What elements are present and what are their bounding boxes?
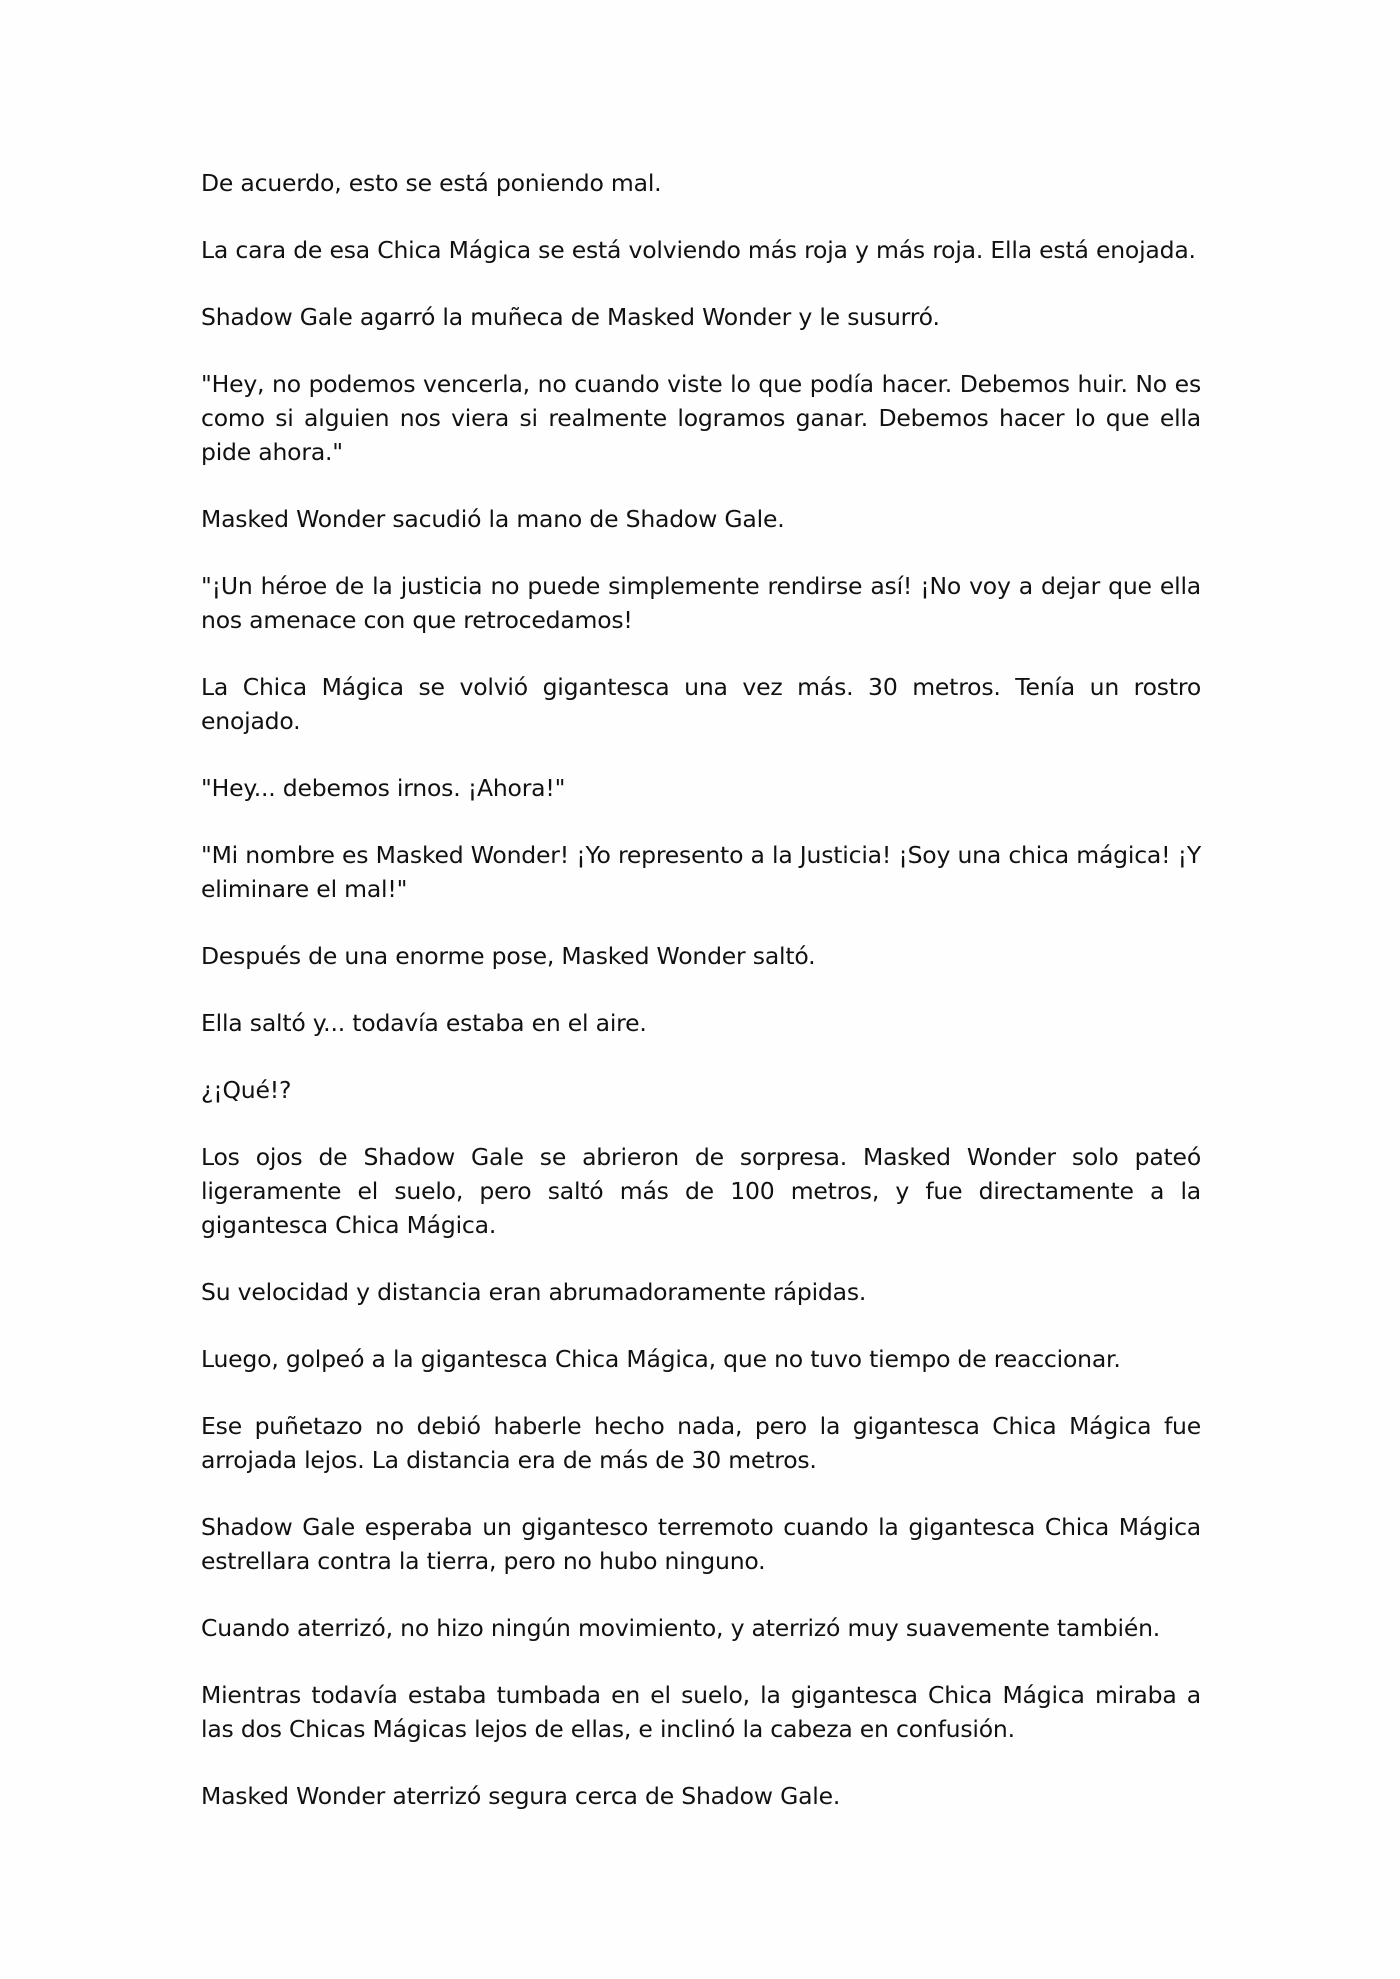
paragraph: Los ojos de Shadow Gale se abrieron de sorpresa. Masked Wonder solo pateó ligeramente el suelo, pero saltó más de 100 metros, y fue directamente a la gigantesca Chica Mágica. xyxy=(201,1143,1201,1239)
document-body xyxy=(201,166,1201,1846)
paragraph: De acuerdo, esto se está poniendo mal. xyxy=(201,169,662,197)
paragraph: "Hey... debemos irnos. ¡Ahora!" xyxy=(201,774,566,802)
paragraph: Masked Wonder aterrizó segura cerca de Shadow Gale. xyxy=(201,1782,841,1810)
paragraph: Ese puñetazo no debió haberle hecho nada, pero la gigantesca Chica Mágica fue arrojada lejos. La distancia era de más de 30 metros. xyxy=(201,1412,1201,1474)
paragraph: Shadow Gale esperaba un gigantesco terremoto cuando la gigantesca Chica Mágica estrellara contra la tierra, pero no hubo ninguno. xyxy=(201,1513,1201,1575)
paragraph: "Mi nombre es Masked Wonder! ¡Yo represento a la Justicia! ¡Soy una chica mágica! ¡Y eliminare el mal!" xyxy=(201,841,1201,903)
paragraph: Ella saltó y... todavía estaba en el aire. xyxy=(201,1009,647,1037)
paragraph: Cuando aterrizó, no hizo ningún movimiento, y aterrizó muy suavemente también. xyxy=(201,1614,1161,1642)
paragraph: La cara de esa Chica Mágica se está volviendo más roja y más roja. Ella está enojada. xyxy=(201,236,1196,264)
paragraph: Su velocidad y distancia eran abrumadoramente rápidas. xyxy=(201,1278,867,1306)
paragraph: Masked Wonder sacudió la mano de Shadow Gale. xyxy=(201,505,785,533)
paragraph: Shadow Gale agarró la muñeca de Masked Wonder y le susurró. xyxy=(201,303,940,331)
paragraph: "¡Un héroe de la justicia no puede simplemente rendirse así! ¡No voy a dejar que ella nos amenace con que retrocedamos! xyxy=(201,572,1201,634)
paragraph: Luego, golpeó a la gigantesca Chica Mágica, que no tuvo tiempo de reaccionar. xyxy=(201,1345,1121,1373)
paragraph: La Chica Mágica se volvió gigantesca una vez más. 30 metros. Tenía un rostro enojado. xyxy=(201,673,1201,735)
paragraph: Mientras todavía estaba tumbada en el suelo, la gigantesca Chica Mágica miraba a las dos Chicas Mágicas lejos de ellas, e inclinó la cabeza en confusión. xyxy=(201,1681,1201,1743)
paragraph: ¿¡Qué!? xyxy=(201,1076,292,1104)
paragraph: Después de una enorme pose, Masked Wonder saltó. xyxy=(201,942,816,970)
paragraph: "Hey, no podemos vencerla, no cuando viste lo que podía hacer. Debemos huir. No es como si alguien nos viera si realmente logramos ganar. Debemos hacer lo que ella pide ahora." xyxy=(201,370,1201,466)
